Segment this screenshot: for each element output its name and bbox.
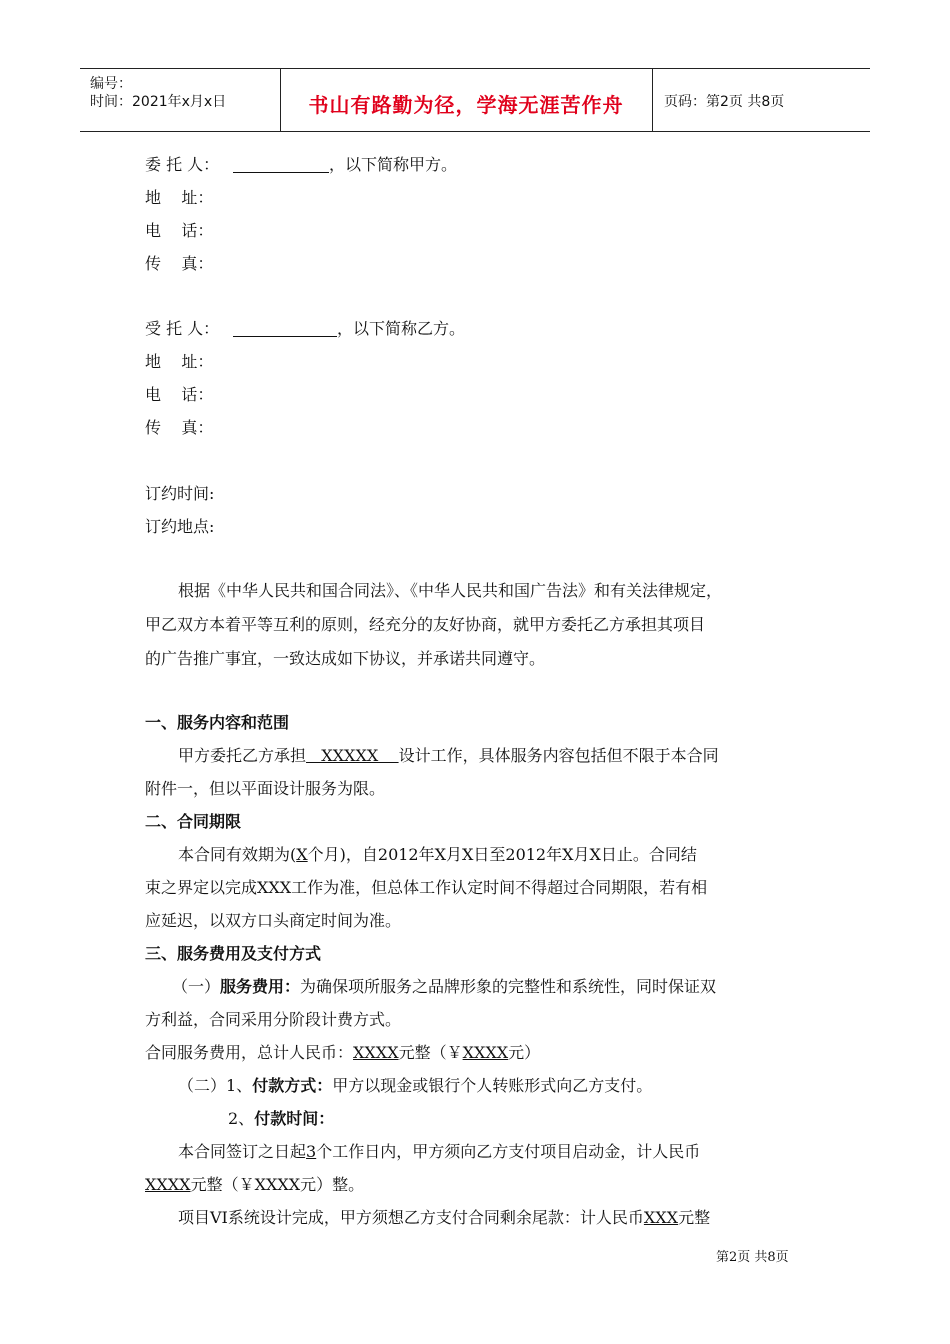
p3-text-b: 元整: [678, 1208, 711, 1227]
sec2-text-a: 本合同有效期为(: [178, 845, 297, 864]
total-fee-line: [145, 1040, 540, 1063]
section-2-line-3: 应延迟，以双方口头商定时间为准。: [145, 911, 402, 930]
p1-text-a: 本合同签订之日起: [178, 1142, 307, 1161]
preamble-line-1: 根据《中华人民共和国合同法》、《中华人民共和国广告法》和有关法律规定，: [178, 581, 723, 600]
header-motto: 书山有路勤为径，学海无涯苦作舟: [308, 93, 624, 117]
sec1-text-b: 设计工作，具体服务内容包括但不限于本合同: [398, 746, 719, 765]
time-prefix: 2、: [228, 1109, 255, 1128]
fee-text: 为确保项所服务之品牌形象的完整性和系统性，同时保证双: [300, 977, 717, 996]
fee-prefix: （一）: [172, 977, 221, 996]
section-3-title: 三、服务费用及支付方式: [145, 944, 322, 963]
total-amount-figure: XXXX: [462, 1043, 509, 1062]
fee-bold-label: 服务费用：: [220, 977, 301, 996]
section-2-line-2: 束之界定以完成XXX工作为准，但总体工作认定时间不得超过合同期限，若有相: [145, 878, 708, 897]
p1-text-b: 个工作日内，甲方须向乙方支付项目启动金，计人民币: [316, 1142, 701, 1161]
total-text-b: 元整（￥: [398, 1043, 463, 1062]
header-page-number: 页码：第2页 共8页: [664, 94, 785, 110]
header-page-cell: [652, 69, 870, 131]
pay-prefix: （二）1、: [178, 1076, 253, 1095]
party-a-suffix: ，以下简称甲方。: [329, 155, 458, 174]
fee-line-1: [172, 974, 716, 997]
p2-text: 元整（￥XXXX元）整。: [190, 1175, 365, 1194]
party-a-name-blank: [233, 154, 329, 173]
doc-time-label: 时间：2021年x月x日: [90, 94, 227, 110]
party-b-suffix: ，以下简称乙方。: [337, 319, 466, 338]
payment-line-2: [145, 1172, 364, 1195]
payment-line-1: [178, 1139, 700, 1162]
page-footer: 第2页 共8页: [716, 1250, 789, 1265]
party-b-address: 地 址：: [145, 352, 214, 371]
signing-place: 订约地点:: [145, 517, 215, 536]
party-b-line: [145, 316, 465, 339]
section-2-line-1: [178, 842, 697, 865]
fee-line-2: 方利益，合同采用分阶段计费方式。: [145, 1010, 402, 1029]
payment-line-3: [178, 1205, 710, 1228]
party-b-name-blank: [233, 318, 337, 337]
party-a-address: 地 址：: [145, 188, 214, 207]
doc-number-label: 编号：: [90, 76, 132, 92]
total-amount-words: XXXX: [353, 1043, 399, 1062]
time-bold-label: 付款时间：: [254, 1109, 335, 1128]
party-b-phone: 电 话：: [145, 385, 214, 404]
sec1-text-a: 甲方委托乙方承担: [178, 746, 307, 765]
p3-text-a: 项目VI系统设计完成，甲方须想乙方支付合同剩余尾款：计人民币: [178, 1208, 644, 1227]
total-text-a: 合同服务费用，总计人民币：: [145, 1043, 354, 1062]
payment-method-line: [178, 1073, 652, 1096]
header-meta-cell: [80, 69, 281, 131]
section-1-line-1: [178, 743, 719, 766]
p3-amount: XXX: [643, 1208, 679, 1227]
party-a-role-label: 委 托 人：: [145, 155, 220, 174]
header-motto-cell: [280, 69, 653, 131]
p2-amount: XXXX: [145, 1175, 191, 1194]
preamble-line-3: 的广告推广事宜，一致达成如下协议，并承诺共同遵守。: [145, 649, 546, 668]
p1-days: 3: [306, 1142, 317, 1161]
total-text-c: 元）: [508, 1043, 541, 1062]
sec1-underline: XXXXX: [306, 746, 399, 765]
section-2-title: 二、合同期限: [145, 812, 242, 831]
party-a-line: [145, 152, 457, 175]
pay-text: 甲方以现金或银行个人转账形式向乙方支付。: [332, 1076, 653, 1095]
preamble-line-2: 甲乙双方本着平等互利的原则，经充分的友好协商，就甲方委托乙方承担其项目: [145, 615, 706, 634]
signing-time: 订约时间:: [145, 484, 215, 503]
party-a-fax: 传 真：: [145, 254, 214, 273]
page-header: [80, 68, 870, 132]
party-b-role-label: 受 托 人：: [145, 319, 220, 338]
sec2-text-b: 个月)，自2012年X月X日至2012年X月X日止。合同结: [307, 845, 697, 864]
section-1-line-2: 附件一，但以平面设计服务为限。: [145, 779, 386, 798]
pay-bold-label: 付款方式：: [252, 1076, 333, 1095]
payment-time-line: [228, 1106, 334, 1129]
party-a-phone: 电 话：: [145, 221, 214, 240]
sec2-underline: X: [296, 845, 308, 864]
party-b-fax: 传 真：: [145, 418, 214, 437]
section-1-title: 一、服务内容和范围: [145, 713, 290, 732]
